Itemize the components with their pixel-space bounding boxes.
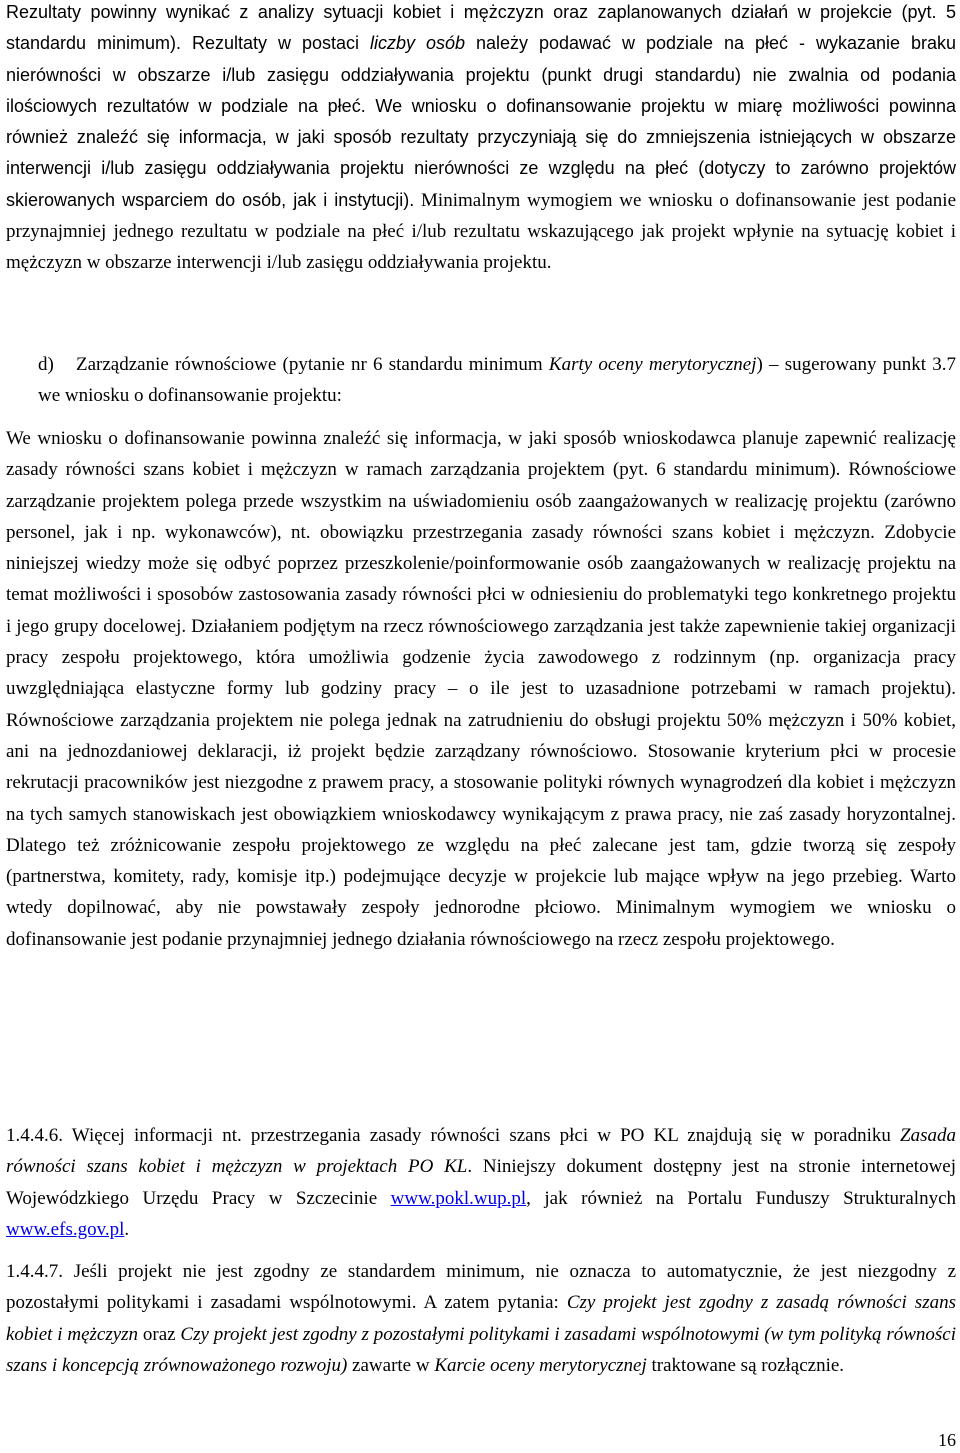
- text-run: oraz: [138, 1323, 181, 1345]
- text-run: należy podawać w podziale na płeć - wykazanie braku nierówności w obszarze i/lub zasięgu oddziaływania projektu (punkt drugi standardu) nie zwalnia od podania ilościowych rezultatów w podziale na płeć.: [6, 33, 956, 116]
- text-run: 1.4.4.6. Więcej informacji nt. przestrzegania zasady równości szans płci w PO KL znajdują się w poradniku: [6, 1125, 901, 1146]
- page-number: 16: [938, 1430, 956, 1450]
- text-run: 1.4.4.7. Jeśli projekt nie jest zgodny ze standardem minimum, nie oznacza to automatycznie, że jest niezgodny z pozostałymi politykami i zasadami wspólnotowymi. A zatem pytania:: [6, 1261, 956, 1314]
- text-run: traktowane są rozłącznie.: [646, 1354, 845, 1376]
- text-run: Zarządzanie równościowe (pytanie nr 6 standardu minimum: [76, 354, 549, 375]
- paragraph-equal-management: We wniosku o dofinansowanie powinna znaleźć się informacja, w jaki sposób wnioskodawca planuje zapewnić realizację zasady równości szans kobiet i mężczyzn w ramach zarządzania projektem (pyt. 6 standardu minimum). Równościowe zarządzanie projektem polega przede wszystkim na uświadomieniu osób zaangażowanych w realizację projektu (zarówno personel, jak i np. wykonawców), nt. obowiązku przestrzegania zasady równości szans kobiet i mężczyzn. Zdobycie niniejszej wiedzy może się odbyć poprzez przeszkolenie/poinformowanie osób zaangażowanych w realizację projektu na temat możliwości i sposobów zastosowania zasady równości płci w odniesieniu do problematyki tego konkretnego projektu i jego grupy docelowej. Działaniem podjętym na rzecz równościowego zarządzania jest także zapewnienie takiej organizacji pracy zespołu projektowego, która umożliwia godzenie życia zawodowego z rodzinnym (np. organizacja pracy uwzględniająca elastyczne formy lub godziny pracy – o ile jest to uzasadnione potrzebami w ramach projektu). Równościowe zarządzania projektem nie polega jednak na zatrudnieniu do obsługi projektu 50% mężczyzn i 50% kobiet, ani na jednozdaniowej deklaracji, iż projekt będzie zarządzany równościowo. Stosowanie kryterium płci w procesie rekrutacji pracowników jest niezgodne z prawem pracy, a stosowanie polityki równych wynagrodzeń dla kobiet i mężczyzn na tych samych stanowiskach jest obowiązkiem wnioskodawcy wynikającym z prawa pracy, nie zaś zasady horyzontalnej. Dlatego też zróżnicowanie zespołu projektowego ze względu na płeć zalecane jest tam, gdzie tworzą się zespoły (partnerstwa, komitety, rady, komisje itp.) podejmujące decyzje w projekcie lub mające wpływ na jego przebieg. Warto wtedy dopilnować, aby nie powstawały zespoły jednorodne płciowo. Minimalnym wymogiem we wniosku o dofinansowanie jest podanie przynajmniej jednego działania równościowego na rzecz zespołu projektowego.: [6, 428, 956, 950]
- italic-run: Czy projekt jest zgodny z zasadą równości szans kobiet i mężczyzn: [6, 1292, 956, 1345]
- paragraph-1-4-4-7: [6, 1256, 956, 1381]
- italic-run: Karcie oceny merytorycznej: [434, 1354, 647, 1376]
- text-run: We wniosku o dofinansowanie projektu w miarę możliwości powinna również znaleźć się informacja, w jaki sposób rezultaty przyczyniają się do zmniejszenia istniejących w obszarze interwencji i/lub zasięgu oddziaływania projektu nierówności ze względu na płeć (dotyczy to zarówno projektów skierowanych wsparciem do osób, jak i instytucji).: [6, 95, 956, 210]
- list-item-d: [38, 349, 956, 412]
- text-run: Rezultaty powinny wynikać z analizy sytuacji kobiet i mężczyzn oraz zaplanowanych działań w projekcie (pyt. 5 standardu minimum). Rezultaty w postaci: [6, 2, 956, 54]
- text-run: .: [124, 1218, 130, 1240]
- text-run: Minimalnym wymogiem we wniosku o dofinansowanie jest podanie przynajmniej jednego rezultatu w podziale na płeć i/lub rezultatu wskazującego jak projekt wpłynie na sytuację kobiet i mężczyzn w obszarze interwencji i/lub zasięgu oddziaływania projektu.: [6, 189, 956, 274]
- italic-run: Zasada równości szans kobiet i mężczyzn w projektach PO KL: [6, 1125, 956, 1178]
- text-run: ) – sugerowany punkt 3.7 we wniosku o dofinansowanie projektu:: [38, 354, 956, 407]
- link-pokl-wup[interactable]: www.pokl.wup.pl: [390, 1187, 527, 1209]
- link-efs-gov[interactable]: www.efs.gov.pl: [6, 1218, 125, 1240]
- italic-run: Karty oceny merytorycznej: [548, 354, 757, 375]
- italic-run: liczby osób: [369, 33, 465, 54]
- paragraph-1-4-4-6: [6, 1120, 956, 1245]
- text-run: . Niniejszy dokument dostępny jest na stronie internetowej Wojewódzkiego Urzędu Pracy w Szczecinie: [6, 1156, 956, 1209]
- text-run: , jak również na Portalu Funduszy Strukturalnych: [526, 1187, 956, 1209]
- list-label: d): [38, 354, 54, 375]
- italic-run: Czy projekt jest zgodny z pozostałymi politykami i zasadami wspólnotowymi (w tym polityką równości szans i koncepcją zrównoważonego rozwoju): [6, 1323, 956, 1376]
- paragraph-results: [6, 0, 956, 279]
- text-run: zawarte w: [347, 1354, 435, 1376]
